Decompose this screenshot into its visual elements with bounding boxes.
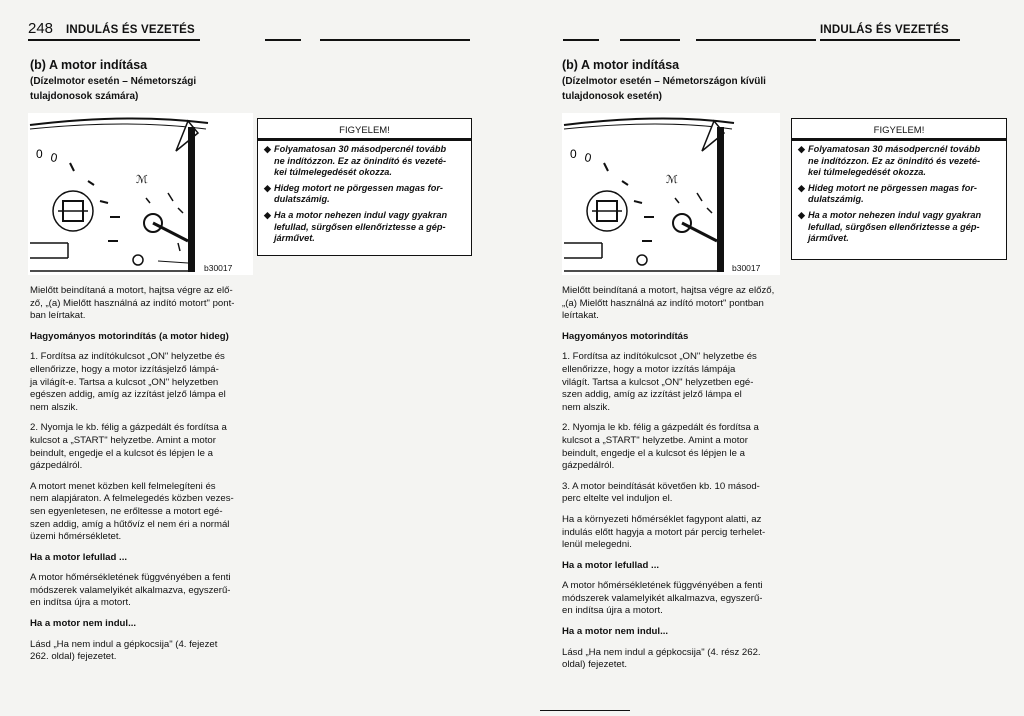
warning-item: ◆ Folyamatosan 30 másodpercnél tovább ne indítózzon. Ez az önindító és vezeté- kei túlmelegedését okozza. xyxy=(264,144,447,178)
subheading: Ha a motor lefullad ... xyxy=(30,551,128,563)
header-rule xyxy=(696,39,816,41)
right-body-text xyxy=(562,285,792,672)
section-subtitle: (Dízelmotor esetén – Németországon kívüli tulajdonosok esetén) xyxy=(562,76,766,102)
svg-text:0: 0 xyxy=(570,147,577,161)
warning-list xyxy=(798,144,1000,249)
svg-text:ℳ: ℳ xyxy=(666,174,678,186)
section-title: (b) A motor indítása xyxy=(30,58,148,72)
warning-item: ◆ Ha a motor nehezen indul vagy gyakran lefullad, sürgősen ellenőriztesse a gép- járművet. xyxy=(264,209,448,244)
paragraph: A motor hőmérsékletének függvényében a fenti módszerek valamelyikét alkalmazva, egyszerű- en indítsa újra a motort. xyxy=(562,580,763,617)
warning-title: FIGYELEM! xyxy=(339,125,390,136)
warning-divider xyxy=(792,138,1006,141)
warning-box xyxy=(257,118,472,256)
warning-item: ◆ Hideg motort ne pörgessen magas for- dulatszámig. xyxy=(264,182,443,205)
svg-text:ℳ: ℳ xyxy=(136,174,148,186)
subheading: Ha a motor lefullad ... xyxy=(562,559,660,571)
warning-divider xyxy=(258,138,471,141)
intro-paragraph: Mielőtt beindítaná a motort, hajtsa végre az előző, „(a) Mielőtt használná az indító motort" pontban leírtakat. xyxy=(562,285,775,322)
paragraph: Lásd „Ha nem indul a gépkocsija" (4. rész 262. oldal) fejezetet. xyxy=(562,646,761,671)
figure-label: b30017 xyxy=(204,263,233,273)
warning-title: FIGYELEM! xyxy=(873,125,925,136)
left-body-text xyxy=(30,285,265,664)
step-item: 2. Nyomja le kb. félig a gázpedált és fordítsa a kulcsot a „START" helyzetbe. Amint a motor beindult, engedje el a kulcsot és lépjen le a gázpedálról. xyxy=(562,422,759,472)
section-title: (b) A motor indítása xyxy=(562,58,680,72)
dashboard-gauge-figure xyxy=(28,113,253,275)
dashboard-gauge-figure xyxy=(562,113,780,275)
header-rule xyxy=(620,39,680,41)
subheading: Ha a motor nem indul... xyxy=(562,626,669,638)
note-paragraph: A motort menet közben kell felmelegíteni és nem alapjáraton. A felmelegedés közben vezes- sen egyenletesen, ne erőltesse a motort egé- szen addig, amíg a hűtővíz el nem éri a normál üzemi hőmérsékletet. xyxy=(30,480,234,543)
svg-text:0: 0 xyxy=(36,147,43,161)
header-rule xyxy=(563,39,599,41)
paragraph: A motor hőmérsékletének függvényében a fenti módszerek valamelyikét alkalmazva, egyszerű- en indítsa újra a motort. xyxy=(30,572,231,609)
page-number: 248 xyxy=(28,20,54,37)
running-head: INDULÁS ÉS VEZETÉS xyxy=(66,24,195,36)
subheading: Ha a motor nem indul... xyxy=(30,618,137,630)
warning-box xyxy=(791,118,1007,260)
note-paragraph: Ha a környezeti hőmérséklet fagypont alatti, az indulás előtt hagyja a motort pár percig terhelet- lenül melegedni. xyxy=(562,513,766,551)
warning-item: ◆ Folyamatosan 30 másodpercnél tovább ne indítózzon. Ez az önindító és vezeté- kei túlmelegedését okozza. xyxy=(798,144,981,178)
warning-item: ◆ Hideg motort ne pörgessen magas for- dulatszámig. xyxy=(798,182,977,205)
step-item: 1. Fordítsa az indítókulcsot „ON" helyzetbe és ellenőrizze, hogy a motor izzításjelző lámpá- ja világít-e. Tartsa a kulcsot „ON" helyzetben egészen addig, amíg az izzítást jelző lámpa el nem alszik. xyxy=(30,351,226,413)
intro-paragraph: Mielőtt beindítaná a motort, hajtsa végre az elő- ző, „(a) Mielőtt használná az indító motort" pont- ban leírtakat. xyxy=(30,285,235,322)
figure-label: b30017 xyxy=(732,263,761,273)
step-item: 3. A motor beindítását követően kb. 10 másod- perc eltelte vel induljon el. xyxy=(562,480,760,505)
paragraph: Lásd „Ha nem indul a gépkocsija" (4. fejezet 262. oldal) fejezetet. xyxy=(30,638,218,663)
warning-list xyxy=(264,144,465,249)
header-rule xyxy=(820,39,960,41)
header-rule xyxy=(320,39,470,41)
svg-text:0: 0 xyxy=(49,150,59,166)
step-item: 1. Fordítsa az indítókulcsot „ON" helyzetbe és ellenőrizze, hogy a motor izzítás lámpája világít. Tartsa a kulcsot „ON" helyzetben egé- szen addig, amíg az izzítást jelző lámpa el nem alszik. xyxy=(562,351,757,413)
header-rule xyxy=(28,39,200,41)
header-rule xyxy=(265,39,301,41)
subheading: Hagyományos motorindítás (a motor hideg) xyxy=(30,330,229,342)
warning-item: ◆ Ha a motor nehezen indul vagy gyakran lefullad, sürgősen ellenőriztesse a gép- járművet. xyxy=(798,209,982,244)
section-subtitle: (Dízelmotor esetén – Németországi tulajdonosok számára) xyxy=(30,76,197,102)
step-item: 2. Nyomja le kb. félig a gázpedált és fordítsa a kulcsot a „START" helyzetbe. Amint a motor beindult, engedje el a kulcsot és lépjen le a gázpedálról. xyxy=(30,422,227,472)
footer-rule xyxy=(540,710,630,711)
subheading: Hagyományos motorindítás xyxy=(562,330,689,342)
svg-text:0: 0 xyxy=(583,150,593,166)
running-head: INDULÁS ÉS VEZETÉS xyxy=(820,24,949,36)
